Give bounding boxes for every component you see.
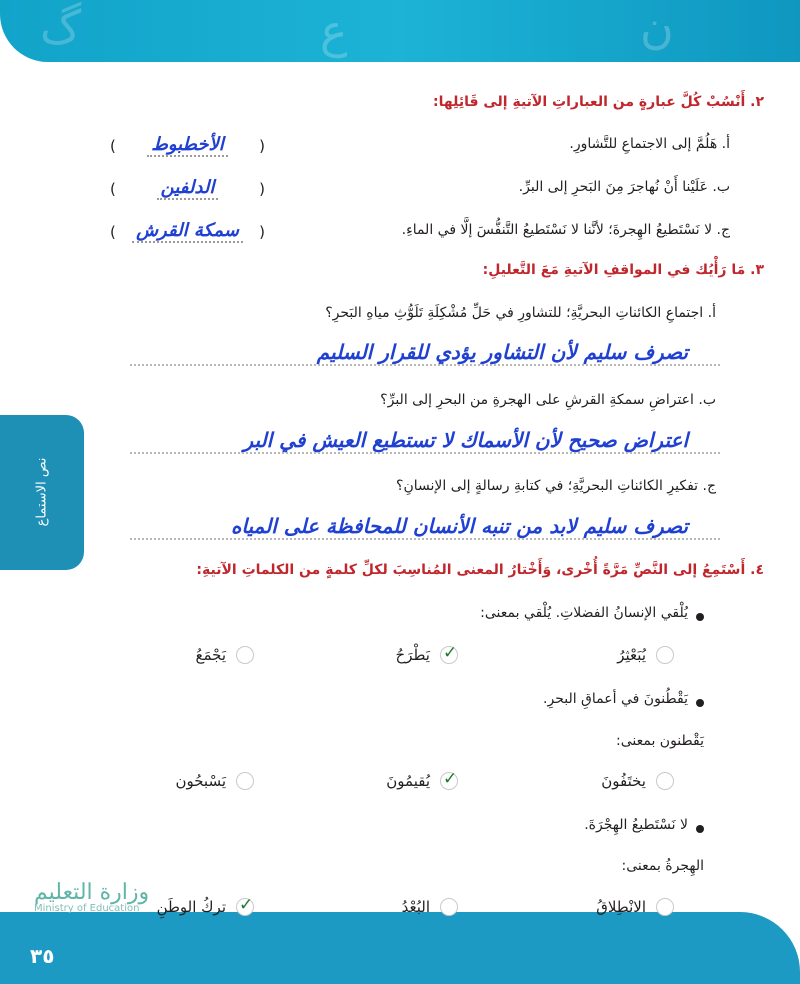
- ministry-logo: [34, 880, 149, 914]
- bullet: [696, 613, 704, 621]
- paren-open: (: [259, 222, 265, 241]
- q2-answer-c: سمكة القرش: [132, 220, 243, 243]
- q4-option-label: تركُ الوطَنِ: [156, 898, 226, 916]
- page-number: ٣٥: [30, 944, 55, 968]
- q4-option[interactable]: [402, 898, 458, 916]
- q4-option-label: يختَفُونَ: [601, 772, 646, 790]
- q4-option[interactable]: [396, 646, 458, 664]
- checked-circle-icon[interactable]: [440, 772, 458, 790]
- q2-item-c: ج. لا نَسْتَطيعُ الهِجرةَ؛ لأنَّنا لا نَسْتَطيعُ التَّنفُّسَ إلَّا في الماءِ.: [401, 222, 730, 238]
- paren-close: ): [110, 136, 116, 155]
- q4-sentence-3: لا نَسْتَطيعُ الهِجْرَةَ.: [584, 817, 688, 833]
- q4-option-label: يَسْبحُون: [175, 772, 226, 790]
- radio-circle-icon[interactable]: [236, 646, 254, 664]
- header-banner: [0, 0, 800, 62]
- q4-option-label: الانْطِلاقُ: [596, 898, 646, 916]
- radio-circle-icon[interactable]: [236, 772, 254, 790]
- radio-circle-icon[interactable]: [656, 772, 674, 790]
- paren-close: ): [110, 179, 116, 198]
- q4-prompt-2: يَقْطنون بمعنى:: [615, 733, 704, 749]
- answer-line: [130, 538, 720, 540]
- answer-line: [130, 364, 720, 366]
- footer-band: [0, 912, 800, 984]
- q2-item-a: أ. هَلُمَّ إلى الاجتماعِ للتَّشاورِ.: [569, 136, 730, 152]
- q4-option[interactable]: [596, 898, 674, 916]
- q4-option-label: يُقيمُونَ: [386, 772, 430, 790]
- q4-option[interactable]: [175, 772, 254, 790]
- q3-answer-a: تصرف سليم لأن التشاور يؤدي للقرار السليم: [316, 340, 688, 364]
- radio-circle-icon[interactable]: [656, 898, 674, 916]
- side-tab-label: نص الاستماع: [34, 457, 50, 527]
- q4-option[interactable]: [601, 772, 674, 790]
- q4-sentence-2: يَقْطُنونَ في أعماقِ البحرِ.: [543, 691, 688, 707]
- q4-option[interactable]: [386, 772, 458, 790]
- q3-answer-b: اعتراض صحيح لأن الأسماك لا تستطيع العيش في البر: [243, 428, 688, 452]
- checked-circle-icon[interactable]: [440, 646, 458, 664]
- calligraphy-pattern-icon: ﮒ: [40, 0, 82, 54]
- q4-option[interactable]: [157, 898, 254, 916]
- logo-english: Ministry of Education: [34, 903, 140, 914]
- q4-option-label: البُعْدُ: [401, 898, 430, 916]
- q4-sentence-1: يُلْقي الإنسانُ الفضلاتِ. يُلْقي بمعنى:: [480, 605, 688, 621]
- bullet: [696, 825, 704, 833]
- bullet: [696, 699, 704, 707]
- checked-circle-icon[interactable]: [236, 898, 254, 916]
- q2-heading: ٢. أَنْسُبْ كُلَّ عبارةٍ من العباراتِ الآتيةِ إلى قَائِلِها:: [433, 94, 764, 110]
- q2-answer-a-row: [110, 134, 265, 157]
- q4-option-label: يُبَعْثِرُ: [617, 646, 646, 664]
- q3-heading: ٣. مَا رَأْيُك في المواقفِ الآتيةِ مَعَ التَّعليلِ:: [482, 262, 764, 278]
- q3-item-c: ج. تفكيرِ الكائناتِ البحريَّةِ؛ في كتابةِ رسالةٍ إلى الإنسانِ؟: [396, 478, 716, 494]
- paren-close: ): [110, 222, 116, 241]
- q3-item-b: ب. اعتراضِ سمكةِ القرشِ على الهجرةِ من البحرِ إلى البرِّ؟: [380, 392, 716, 408]
- calligraphy-pattern-icon: ﻉ: [320, 4, 348, 58]
- q4-option[interactable]: [195, 646, 254, 664]
- q4-prompt-3: الهِجرةُ بمعنى:: [621, 858, 704, 874]
- radio-circle-icon[interactable]: [656, 646, 674, 664]
- calligraphy-pattern-icon: ﻥ: [640, 0, 674, 54]
- q3-item-a: أ. اجتماعِ الكائناتِ البحريَّةِ؛ للتشاورِ في حَلِّ مُشْكِلَةِ تَلَوُّثِ مياهِ البَحرِ؟: [325, 305, 716, 321]
- q4-option-label: يَجْمَعُ: [195, 646, 226, 664]
- q2-answer-b: الدلفين: [157, 177, 219, 200]
- q2-item-b: ب. عَلَيْنا أَنْ نُهاجرَ مِنَ البَحرِ إلى البرِّ.: [518, 179, 730, 195]
- paren-open: (: [259, 179, 265, 198]
- q2-answer-a: الأخطبوط: [147, 134, 228, 157]
- q2-answer-c-row: [110, 220, 265, 243]
- q4-heading: ٤. أَسْتَمِعُ إلى النَّصِّ مَرَّةً أُخْرى، وَأَخْتارُ المعنى المُناسِبَ لكلِّ كلمةٍ من الكلماتِ الآتيةِ:: [196, 562, 764, 578]
- answer-line: [130, 452, 720, 454]
- radio-circle-icon[interactable]: [440, 898, 458, 916]
- q4-option-label: يَطْرَحُ: [395, 646, 430, 664]
- q3-answer-c: تصرف سليم لابد من تنبه الأنسان للمحافظة على المياه: [230, 514, 688, 538]
- logo-arabic: وزارة التعليم: [34, 880, 150, 905]
- q2-answer-b-row: [110, 177, 265, 200]
- paren-open: (: [259, 136, 265, 155]
- q4-option[interactable]: [617, 646, 674, 664]
